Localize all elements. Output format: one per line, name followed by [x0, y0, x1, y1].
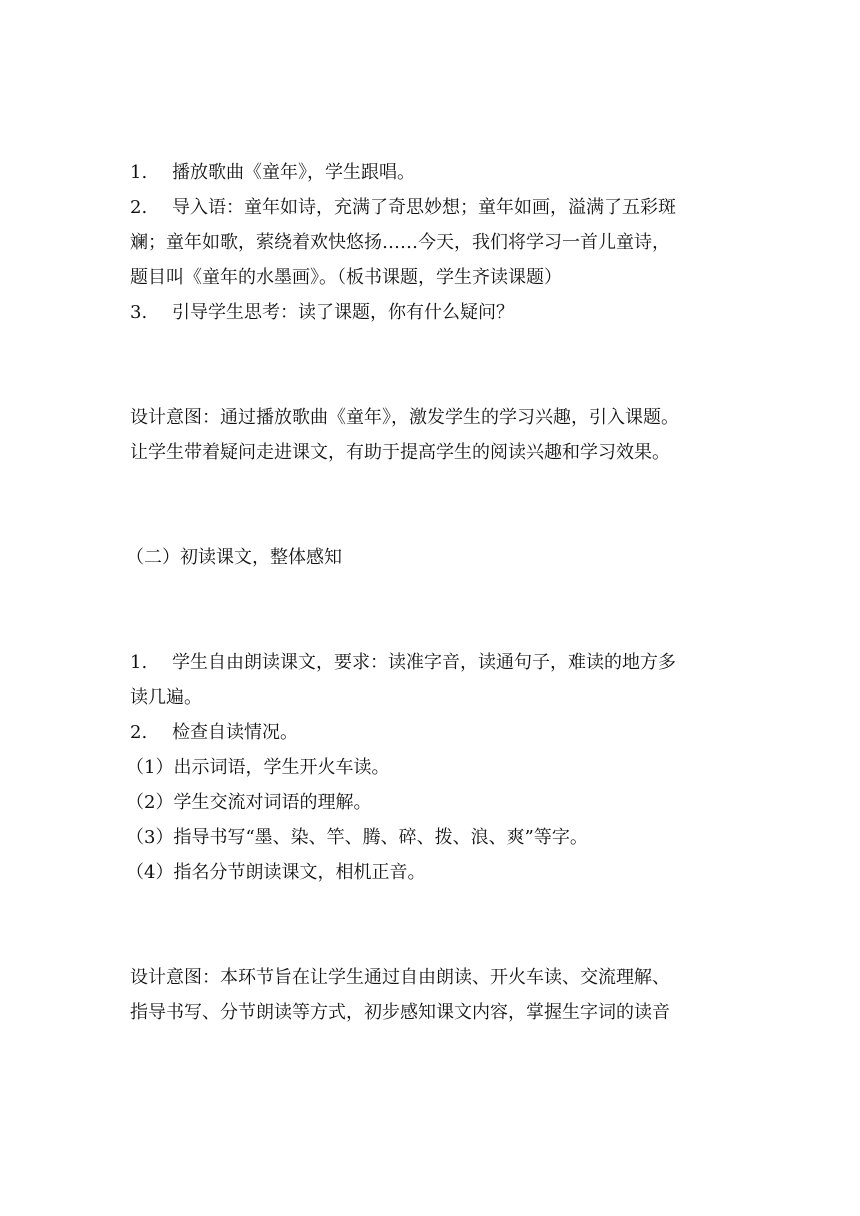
- item-text: 读几遍。: [130, 687, 202, 708]
- list-item-continuation: [130, 260, 742, 295]
- paragraph-line: 设计意图：本环节旨在让学生通过自由朗读、开火车读、交流理解、: [130, 967, 670, 988]
- list-item-continuation: [130, 680, 742, 715]
- item-text: 斓；童年如歌，萦绕着欢快悠扬……今天，我们将学习一首儿童诗，: [130, 232, 670, 253]
- item-text: 引导学生思考：读了课题，你有什么疑问？: [172, 302, 514, 323]
- sub-list-item: （3）指导书写“墨、染、竿、腾、碎、拨、浪、爽”等字。: [126, 827, 588, 848]
- list-item-continuation: [130, 225, 742, 260]
- item-text: 播放歌曲《童年》，学生跟唱。: [172, 162, 415, 183]
- item-number: 1.: [130, 652, 148, 673]
- list-item: [130, 715, 742, 750]
- item-number: 2.: [130, 722, 148, 743]
- item-text: 学生自由朗读课文，要求：读准字音，读通句子，难读的地方多: [172, 652, 676, 673]
- item-number: 1.: [130, 162, 148, 183]
- sub-list-item: （4）指名分节朗读课文，相机正音。: [126, 862, 426, 883]
- paragraph-line: 指导书写、分节朗读等方式，初步感知课文内容，掌握生字词的读音: [130, 1002, 670, 1023]
- design-intent-2: [130, 960, 742, 1030]
- item-text: 检查自读情况。: [172, 722, 298, 743]
- section-heading: （二）初读课文，整体感知: [126, 547, 342, 568]
- reading-list: [126, 645, 742, 890]
- item-number: 3.: [130, 302, 148, 323]
- paragraph-line: 设计意图：通过播放歌曲《童年》，激发学生的学习兴趣，引入课题。: [130, 407, 679, 428]
- intro-list: [130, 155, 742, 330]
- list-item: [130, 190, 742, 225]
- sub-list-item: （2）学生交流对词语的理解。: [126, 792, 372, 813]
- item-number: 2.: [130, 197, 148, 218]
- list-item: [130, 295, 742, 330]
- sub-list-item: （1）出示词语，学生开火车读。: [126, 757, 390, 778]
- list-item: [130, 645, 742, 680]
- item-text: 题目叫《童年的水墨画》。（板书课题，学生齐读课题）: [130, 267, 562, 288]
- design-intent-1: [130, 400, 742, 470]
- item-text: 导入语：童年如诗，充满了奇思妙想；童年如画，溢满了五彩斑: [172, 197, 676, 218]
- list-item: [130, 155, 742, 190]
- paragraph-line: 让学生带着疑问走进课文，有助于提高学生的阅读兴趣和学习效果。: [130, 442, 670, 463]
- document-body: [126, 155, 742, 1030]
